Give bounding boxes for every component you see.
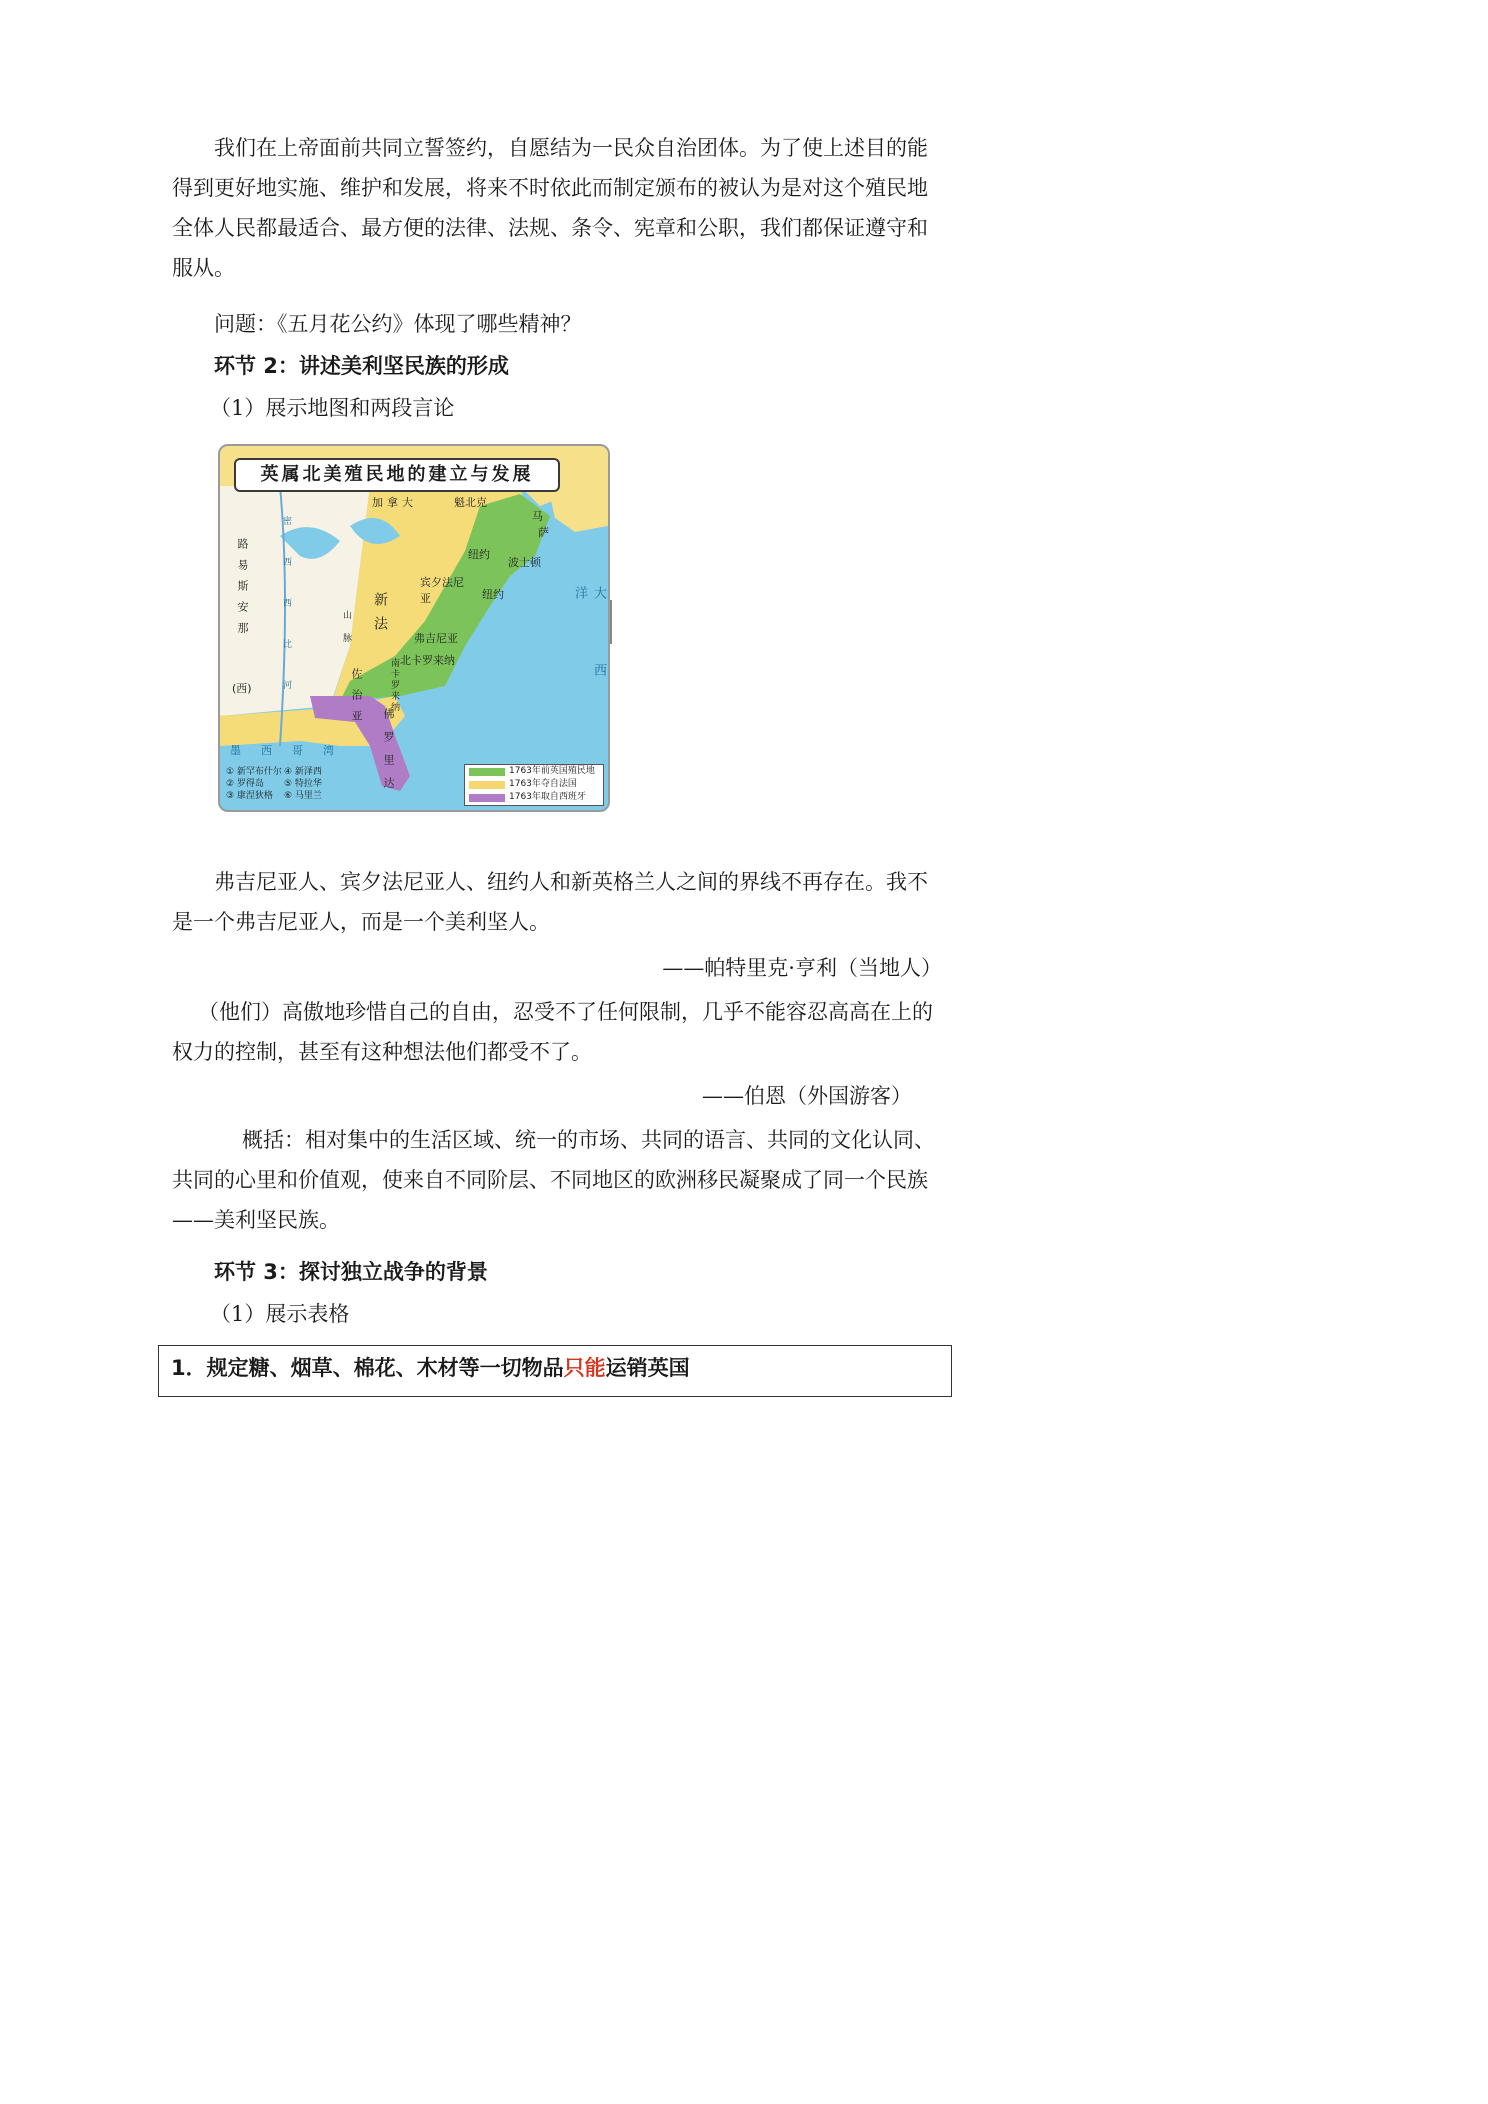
label-ma: 马 (532, 510, 543, 523)
legend-swatch-purple (469, 794, 505, 802)
table-row-text: 1．规定糖、烟草、棉花、木材等一切物品 (171, 1356, 564, 1380)
label-gulf: 墨西哥湾 (230, 744, 354, 757)
quote2-text: （他们）高傲地珍惜自己的自由，忍受不了任何限制，几乎不能容忍高高在上的权力的控制，甚至有这种想法他们都受不了。 (172, 1000, 933, 1064)
label-pennsylvania: 宾夕法尼亚 (420, 576, 464, 605)
quote2-source: ——伯恩（外国游客） (702, 1084, 912, 1108)
summary-text: 概括：相对集中的生活区域、统一的市场、共同的语言、共同的文化认同、共同的心里和价值观，使来自不同阶层、不同地区的欧洲移民凝聚成了同一个民族——美利坚民族。 (172, 1128, 935, 1232)
table-row-text-end: 运销英国 (605, 1356, 690, 1380)
legend-item (465, 791, 603, 804)
footnote: ② 罗得岛 (226, 779, 264, 789)
label-louisiana: 路易斯安那 (236, 538, 249, 643)
section2-subheading: （1）展示地图和两段言论 (210, 396, 455, 420)
footnote: ① 新罕布什尔 (226, 767, 282, 777)
label-atlantic: 大西洋 (572, 586, 606, 740)
legend-item (465, 765, 603, 778)
footnote: ⑤ 特拉华 (284, 779, 322, 789)
legend-swatch-yellow (469, 781, 505, 789)
section3-subheading: （1）展示表格 (210, 1302, 350, 1326)
colonies-map (218, 444, 610, 812)
label-boston: 波士顿 (508, 556, 541, 569)
oath-paragraph: 我们在上帝面前共同立誓签约，自愿结为一民众自治团体。为了使上述目的能得到更好地实施、维护和发展，将来不时依此而制定颁布的被认为是对这个殖民地全体人民都最适合、最方便的法律、法规、条令、宪章和公职，我们都保证遵守和服从。 (172, 136, 928, 280)
label-virginia: 弗吉尼亚 (414, 632, 458, 645)
section2-heading: 环节 2：讲述美利坚民族的形成 (214, 354, 509, 378)
label-canada: 加拿大 (372, 496, 417, 509)
label-north-carolina: 北卡罗来纳 (400, 654, 455, 667)
question-text: 问题：《五月花公约》体现了哪些精神？ (214, 312, 582, 336)
quote1-text: 弗吉尼亚人、宾夕法尼亚人、纽约人和新英格兰人之间的界线不再存在。我不是一个弗吉尼亚人，而是一个美利坚人。 (172, 870, 928, 934)
footnote: ③ 康涅狄格 (226, 791, 273, 801)
map-footnotes (226, 766, 346, 802)
label-georgia: 佐治亚 (350, 668, 363, 731)
label-new-york-city: 纽约 (482, 588, 504, 601)
margin-mark (610, 600, 612, 644)
table-row (171, 1350, 690, 1386)
map-legend (464, 764, 604, 806)
legend-label: 1763年前英国殖民地 (509, 766, 595, 776)
quote1-source: ——帕特里克·亨利（当地人） (662, 956, 942, 980)
label-new-york: 纽约 (468, 548, 490, 561)
label-sa: 萨 (538, 526, 549, 539)
label-louisiana-note: (西) (232, 682, 252, 695)
footnote: ④ 新泽西 (284, 767, 322, 777)
legend-swatch-green (469, 768, 505, 776)
label-florida: 佛罗里达 (382, 708, 395, 800)
label-quebec: 魁北克 (454, 496, 487, 509)
label-river: 密西西比河 (281, 516, 291, 721)
table-row-highlight: 只能 (563, 1356, 606, 1380)
footnote: ⑥ 马里兰 (284, 791, 322, 801)
label-new-france: 新法 (372, 592, 388, 640)
legend-label: 1763年夺自法国 (509, 779, 577, 789)
regulation-table (158, 1345, 952, 1397)
legend-label: 1763年取自西班牙 (509, 792, 586, 802)
map-title: 英属北美殖民地的建立与发展 (234, 458, 560, 492)
label-south-carolina: 南卡罗来纳 (389, 658, 399, 713)
label-mountains: 山脉 (341, 610, 351, 656)
legend-item (465, 778, 603, 791)
section3-heading: 环节 3：探讨独立战争的背景 (214, 1260, 488, 1284)
